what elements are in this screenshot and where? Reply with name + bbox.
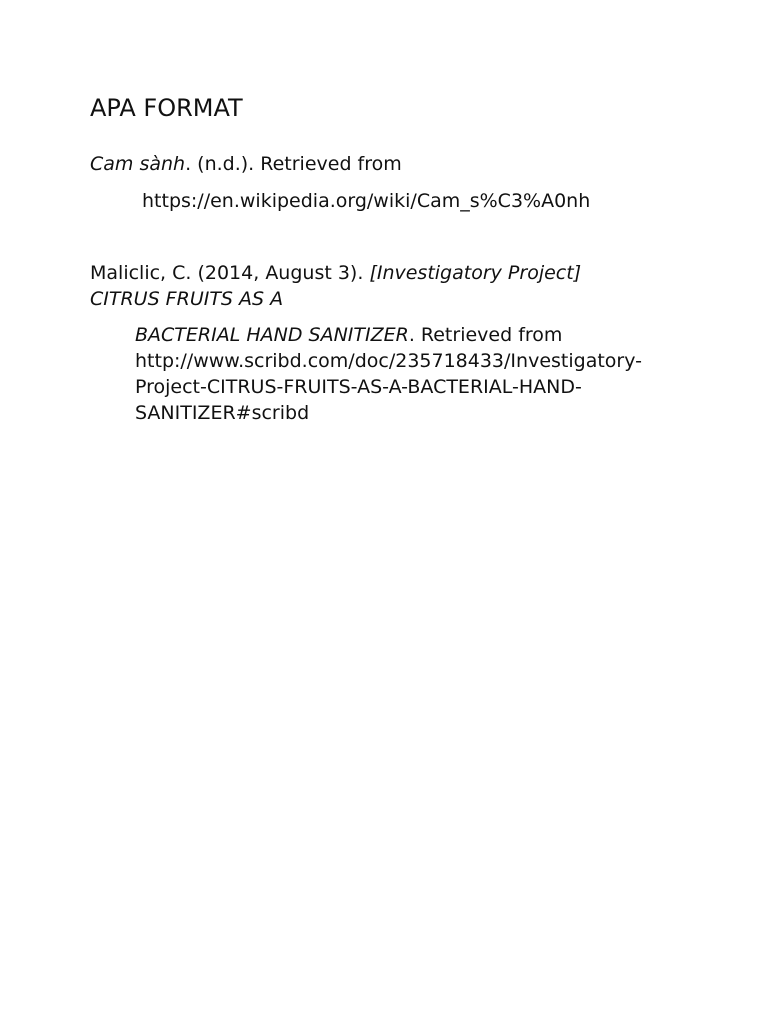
reference-2-title-part-3: BACTERIAL HAND SANITIZER [135,324,409,346]
reference-1-title: Cam sành [90,153,186,175]
reference-2-author-date: Maliclic, C. (2014, August 3). [90,262,370,284]
reference-1-date-retrieval: . (n.d.). Retrieved from [185,153,402,175]
reference-2-url-line-1: http://www.scribd.com/doc/235718433/Investigatory- [135,350,642,372]
reference-2-line-1 [90,260,581,286]
reference-2-url-line-3: SANITIZER#scribd [135,402,310,424]
page-title: APA FORMAT [90,94,243,122]
reference-1-url: https://en.wikipedia.org/wiki/Cam_s%C3%A0nh [142,190,591,212]
reference-2-retrieval: . Retrieved from [408,324,563,346]
reference-2-url-line-2: Project-CITRUS-FRUITS-AS-A-BACTERIAL-HAND- [135,376,582,398]
reference-1-line-1 [90,151,402,177]
reference-2-line-3 [135,322,562,348]
reference-2-title-part-2: CITRUS FRUITS AS A [90,288,284,310]
reference-2-title-part-1: [Investigatory Project] [369,262,582,284]
